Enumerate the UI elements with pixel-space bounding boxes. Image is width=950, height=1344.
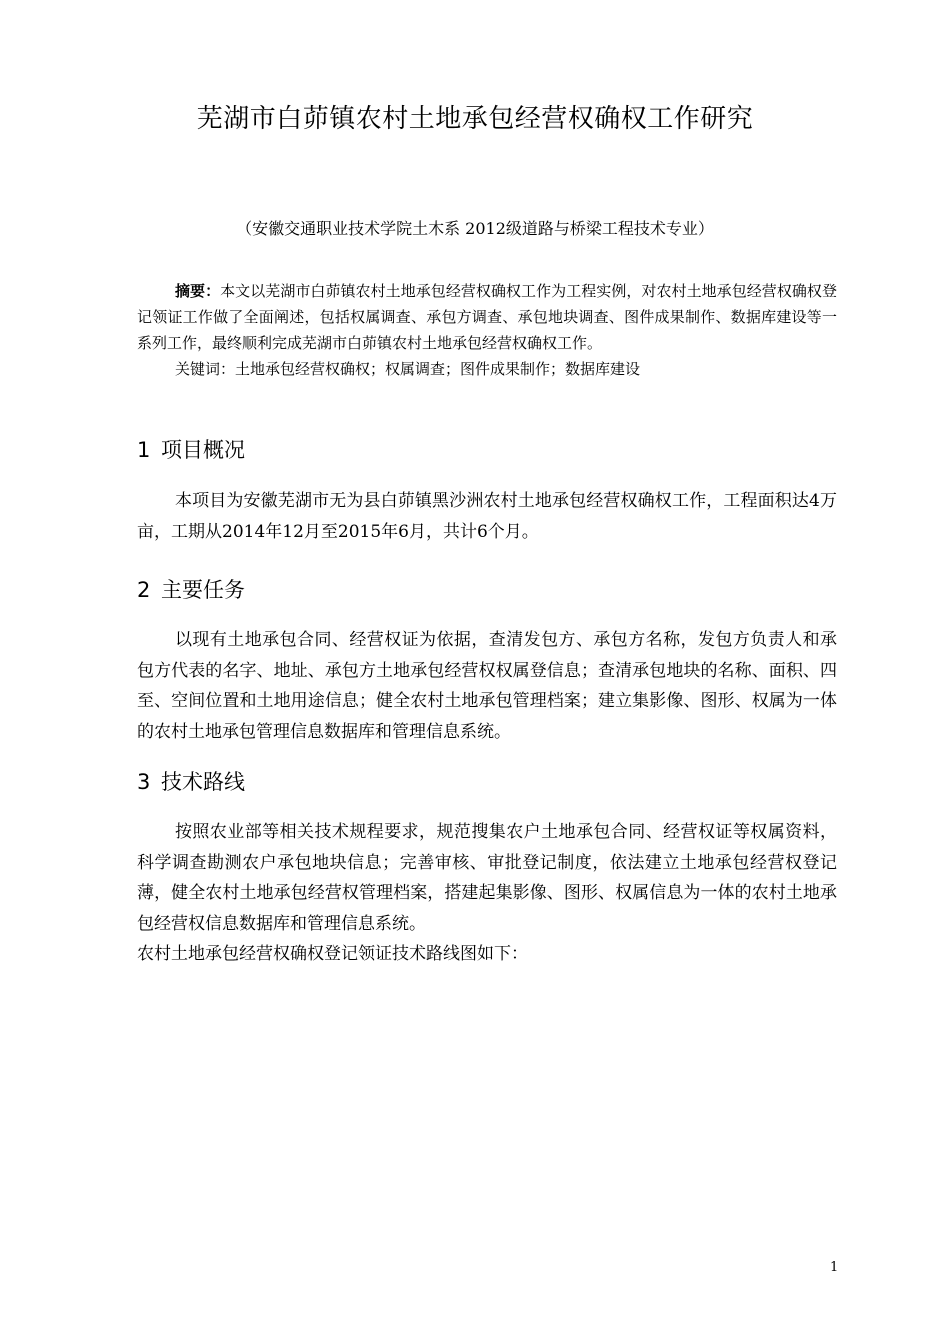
section-heading-1	[137, 434, 245, 464]
keywords-paragraph	[137, 356, 837, 382]
body-paragraph: 农村土地承包经营权确权登记领证技术路线图如下：	[137, 944, 528, 964]
section-1-body	[137, 486, 837, 547]
section-title: 技术路线	[161, 770, 245, 794]
section-title: 主要任务	[161, 578, 245, 602]
page-number: 1	[830, 1260, 839, 1275]
section-number: 1	[137, 438, 151, 462]
body-paragraph: 以现有土地承包合同、经营权证为依据，查清发包方、承包方名称，发包方负责人和承包方代表的名字、地址、承包方土地承包经营权权属登信息；查清承包地块的名称、面积、四至、空间位置和土地用途信息；健全农村土地承包管理档案；建立集影像、图形、权属为一体的农村土地承包管理信息数据库和管理信息系统。	[137, 630, 837, 742]
section-number: 3	[137, 770, 151, 794]
section-2-body	[137, 625, 837, 747]
author-affiliation: （安徽交通职业技术学院土木系 2012级道路与桥梁工程技术专业）	[236, 219, 714, 238]
section-title: 项目概况	[161, 438, 245, 462]
body-paragraph: 本项目为安徽芜湖市无为县白茆镇黑沙洲农村土地承包经营权确权工作，工程面积达4万亩，工期从2014年12月至2015年6月，共计6个月。	[137, 491, 837, 542]
section-heading-3	[137, 766, 245, 796]
body-paragraph: 按照农业部等相关技术规程要求，规范搜集农户土地承包合同、经营权证等权属资料，科学调查勘测农户承包地块信息；完善审核、审批登记制度，依法建立土地承包经营权登记薄，健全农村土地承包经营权管理档案，搭建起集影像、图形、权属信息为一体的农村土地承包经营权信息数据库和管理信息系统。	[137, 822, 837, 934]
abstract-paragraph	[137, 278, 837, 356]
abstract-label: 摘要：	[175, 282, 221, 300]
abstract-text: 本文以芜湖市白茆镇农村土地承包经营权确权工作为工程实例，对农村土地承包经营权确权登记领证工作做了全面阐述，包括权属调查、承包方调查、承包地块调查、图件成果制作、数据库建设等一系列工作，最终顺利完成芜湖市白茆镇农村土地承包经营权确权工作。	[137, 282, 837, 352]
keywords-label: 关键词：	[175, 360, 236, 378]
section-number: 2	[137, 578, 151, 602]
document-title: 芜湖市白茆镇农村土地承包经营权确权工作研究	[196, 104, 754, 134]
section-3-body	[137, 817, 837, 970]
abstract-block	[137, 278, 837, 382]
section-heading-2	[137, 574, 245, 604]
keywords-text: 土地承包经营权确权；权属调查；图件成果制作；数据库建设	[235, 360, 641, 378]
